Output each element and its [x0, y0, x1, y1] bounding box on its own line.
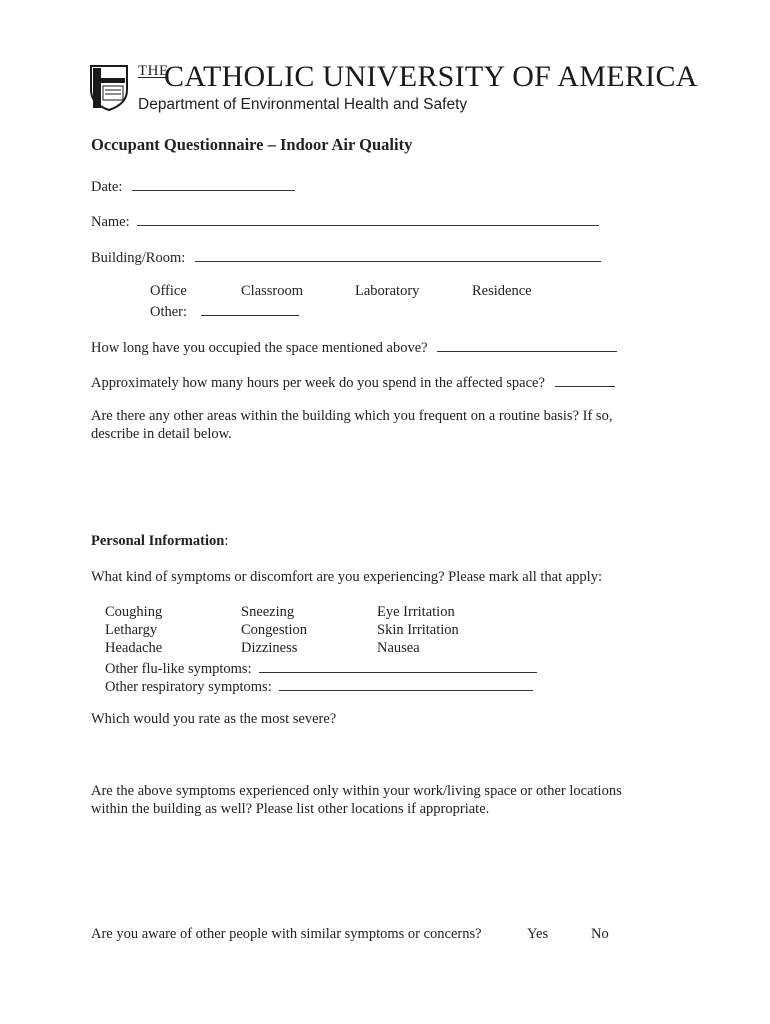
- how-long-row: [91, 337, 617, 357]
- name-label: Name:: [91, 214, 130, 230]
- most-severe-question: Which would you rate as the most severe?: [91, 711, 337, 727]
- other-row: [150, 301, 299, 321]
- building-label: Building/Room:: [91, 250, 186, 266]
- page-title: Occupant Questionnaire – Indoor Air Quality: [91, 135, 413, 154]
- symptom-eye-irritation[interactable]: Eye Irritation: [377, 604, 455, 620]
- option-classroom[interactable]: Classroom: [241, 283, 304, 299]
- flu-like-row: [105, 658, 537, 678]
- department-name: Department of Environmental Health and Safety: [138, 96, 468, 113]
- personal-info-colon: :: [224, 533, 229, 549]
- option-laboratory[interactable]: Laboratory: [355, 283, 420, 299]
- symptom-sneezing[interactable]: Sneezing: [241, 604, 295, 620]
- symptom-dizziness[interactable]: Dizziness: [241, 640, 298, 656]
- respiratory-row: [105, 676, 533, 696]
- symptom-lethargy[interactable]: Lethargy: [105, 622, 158, 638]
- date-row: [91, 176, 295, 196]
- other-space-field[interactable]: [201, 301, 299, 316]
- respiratory-field[interactable]: [279, 676, 533, 691]
- building-row: [91, 247, 601, 267]
- personal-info-heading: [91, 533, 228, 550]
- locations-question-2: within the building as well? Please list other locations if appropriate.: [91, 801, 490, 817]
- date-field[interactable]: [132, 176, 295, 191]
- option-other[interactable]: Other:: [150, 304, 188, 320]
- building-room-field[interactable]: [195, 247, 601, 262]
- personal-info-label: Personal Information: [91, 533, 225, 549]
- locations-question-1: Are the above symptoms experienced only within your work/living space or other locations: [91, 783, 622, 799]
- university-the: THE: [138, 63, 169, 79]
- option-no[interactable]: No: [591, 926, 609, 942]
- option-office[interactable]: Office: [150, 283, 187, 299]
- name-row: [91, 211, 599, 231]
- hours-row: [91, 372, 615, 392]
- flu-like-field[interactable]: [259, 658, 537, 673]
- other-areas-question-1: Are there any other areas within the building which you frequent on a routine basis? If so,: [91, 408, 613, 424]
- symptom-skin-irritation[interactable]: Skin Irritation: [377, 622, 459, 638]
- other-areas-question-2: describe in detail below.: [91, 426, 232, 442]
- university-seal-icon: [89, 64, 129, 112]
- university-name: CATHOLIC UNIVERSITY OF AMERICA: [164, 60, 698, 93]
- how-long-question: How long have you occupied the space mentioned above?: [91, 340, 428, 356]
- hours-question: Approximately how many hours per week do you spend in the affected space?: [91, 375, 545, 391]
- symptoms-question: What kind of symptoms or discomfort are you experiencing? Please mark all that apply:: [91, 569, 602, 585]
- date-label: Date:: [91, 179, 123, 195]
- respiratory-label: Other respiratory symptoms:: [105, 679, 272, 695]
- symptom-congestion[interactable]: Congestion: [241, 622, 308, 638]
- option-yes[interactable]: Yes: [527, 926, 549, 942]
- symptom-headache[interactable]: Headache: [105, 640, 163, 656]
- symptom-nausea[interactable]: Nausea: [377, 640, 420, 656]
- aware-question: Are you aware of other people with similar symptoms or concerns?: [91, 926, 482, 942]
- how-long-field[interactable]: [437, 337, 617, 352]
- option-residence[interactable]: Residence: [472, 283, 532, 299]
- flu-like-label: Other flu-like symptoms:: [105, 661, 252, 677]
- symptom-coughing[interactable]: Coughing: [105, 604, 163, 620]
- name-field[interactable]: [137, 211, 599, 226]
- hours-field[interactable]: [555, 372, 615, 387]
